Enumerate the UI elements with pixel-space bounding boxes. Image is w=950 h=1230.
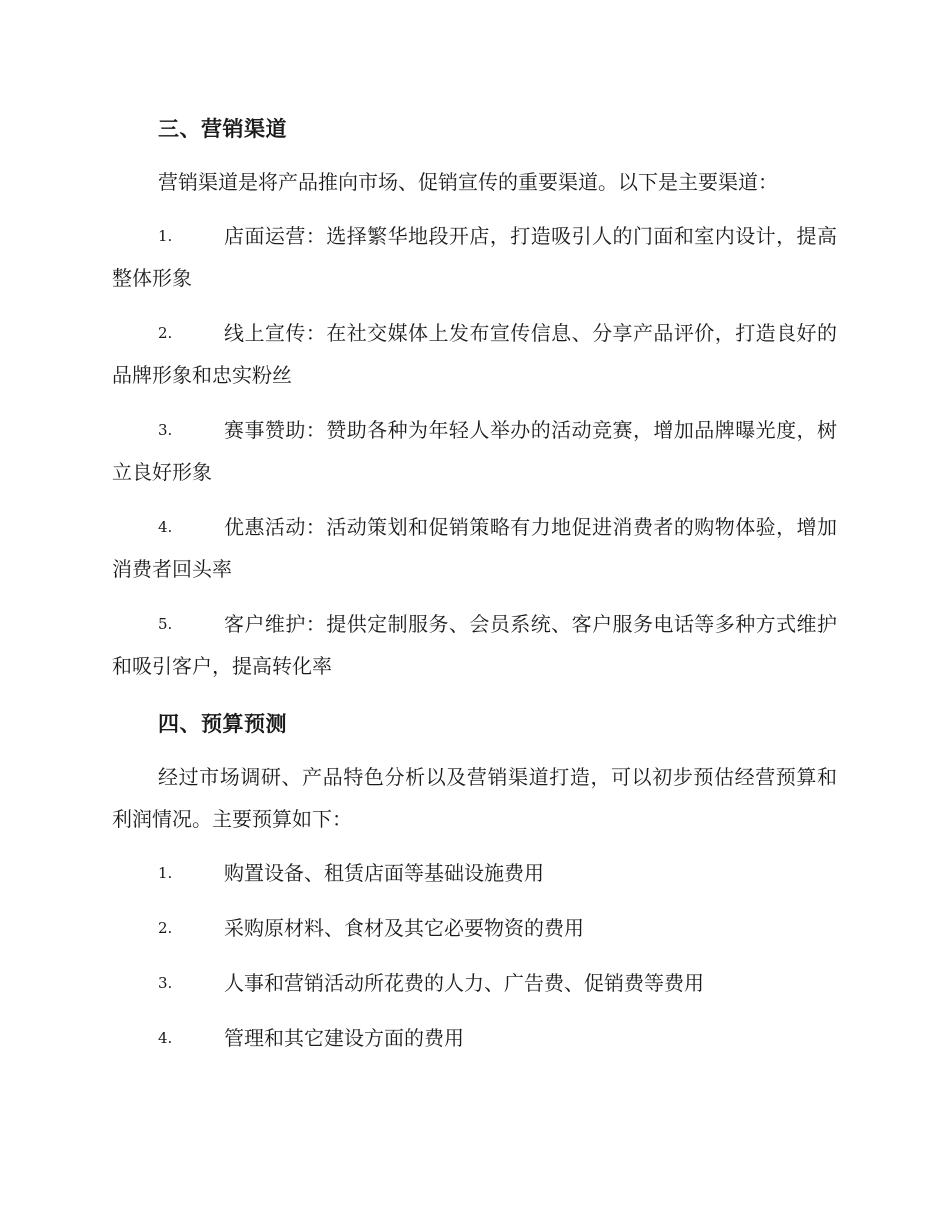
list-item bbox=[112, 962, 837, 1004]
list-item-text: 赛事赞助：赞助各种为年轻人举办的活动竞赛，增加品牌曝光度，树立良好形象 bbox=[112, 418, 837, 484]
list-item-text: 线上宣传：在社交媒体上发布宣传信息、分享产品评价，打造良好的品牌形象和忠实粉丝 bbox=[112, 321, 837, 387]
list-item-number: 3. bbox=[158, 974, 173, 992]
list-item-number: 3. bbox=[158, 421, 173, 439]
list-item-text: 客户维护：提供定制服务、会员系统、客户服务电话等多种方式维护和吸引客户，提高转化率 bbox=[112, 612, 837, 678]
section-intro-paragraph: 营销渠道是将产品推向市场、促销宣传的重要渠道。以下是主要渠道： bbox=[158, 170, 778, 194]
list-item-text: 购置设备、租赁店面等基础设施费用 bbox=[224, 861, 544, 885]
list-item-text: 店面运营：选择繁华地段开店，打造吸引人的门面和室内设计，提高整体形象 bbox=[112, 224, 837, 290]
list-item-number: 1. bbox=[158, 227, 173, 245]
list-item-text: 采购原材料、食材及其它必要物资的费用 bbox=[224, 916, 584, 940]
list-item bbox=[112, 603, 837, 687]
list-item-number: 5. bbox=[158, 615, 173, 633]
list-item bbox=[112, 907, 837, 949]
list-item bbox=[112, 312, 837, 396]
list-item-number: 1. bbox=[158, 864, 173, 882]
list-item-number: 4. bbox=[158, 518, 173, 536]
list-item bbox=[112, 852, 837, 894]
section-heading-marketing-channels: 三、营销渠道 bbox=[158, 117, 287, 141]
list-item bbox=[112, 215, 837, 299]
section-intro-paragraph: 经过市场调研、产品特色分析以及营销渠道打造，可以初步预估经营预算和利润情况。主要预算如下： bbox=[112, 765, 837, 831]
list-item bbox=[112, 1017, 837, 1059]
list-item-number: 2. bbox=[158, 919, 173, 937]
section-heading-budget-forecast: 四、预算预测 bbox=[158, 712, 287, 736]
list-item-text: 管理和其它建设方面的费用 bbox=[224, 1026, 464, 1050]
list-item bbox=[112, 506, 837, 590]
list-item-text: 优惠活动：活动策划和促销策略有力地促进消费者的购物体验，增加消费者回头率 bbox=[112, 515, 837, 581]
list-item bbox=[112, 409, 837, 493]
list-item-number: 2. bbox=[158, 324, 173, 342]
list-item-text: 人事和营销活动所花费的人力、广告费、促销费等费用 bbox=[224, 971, 704, 995]
list-item-number: 4. bbox=[158, 1029, 173, 1047]
